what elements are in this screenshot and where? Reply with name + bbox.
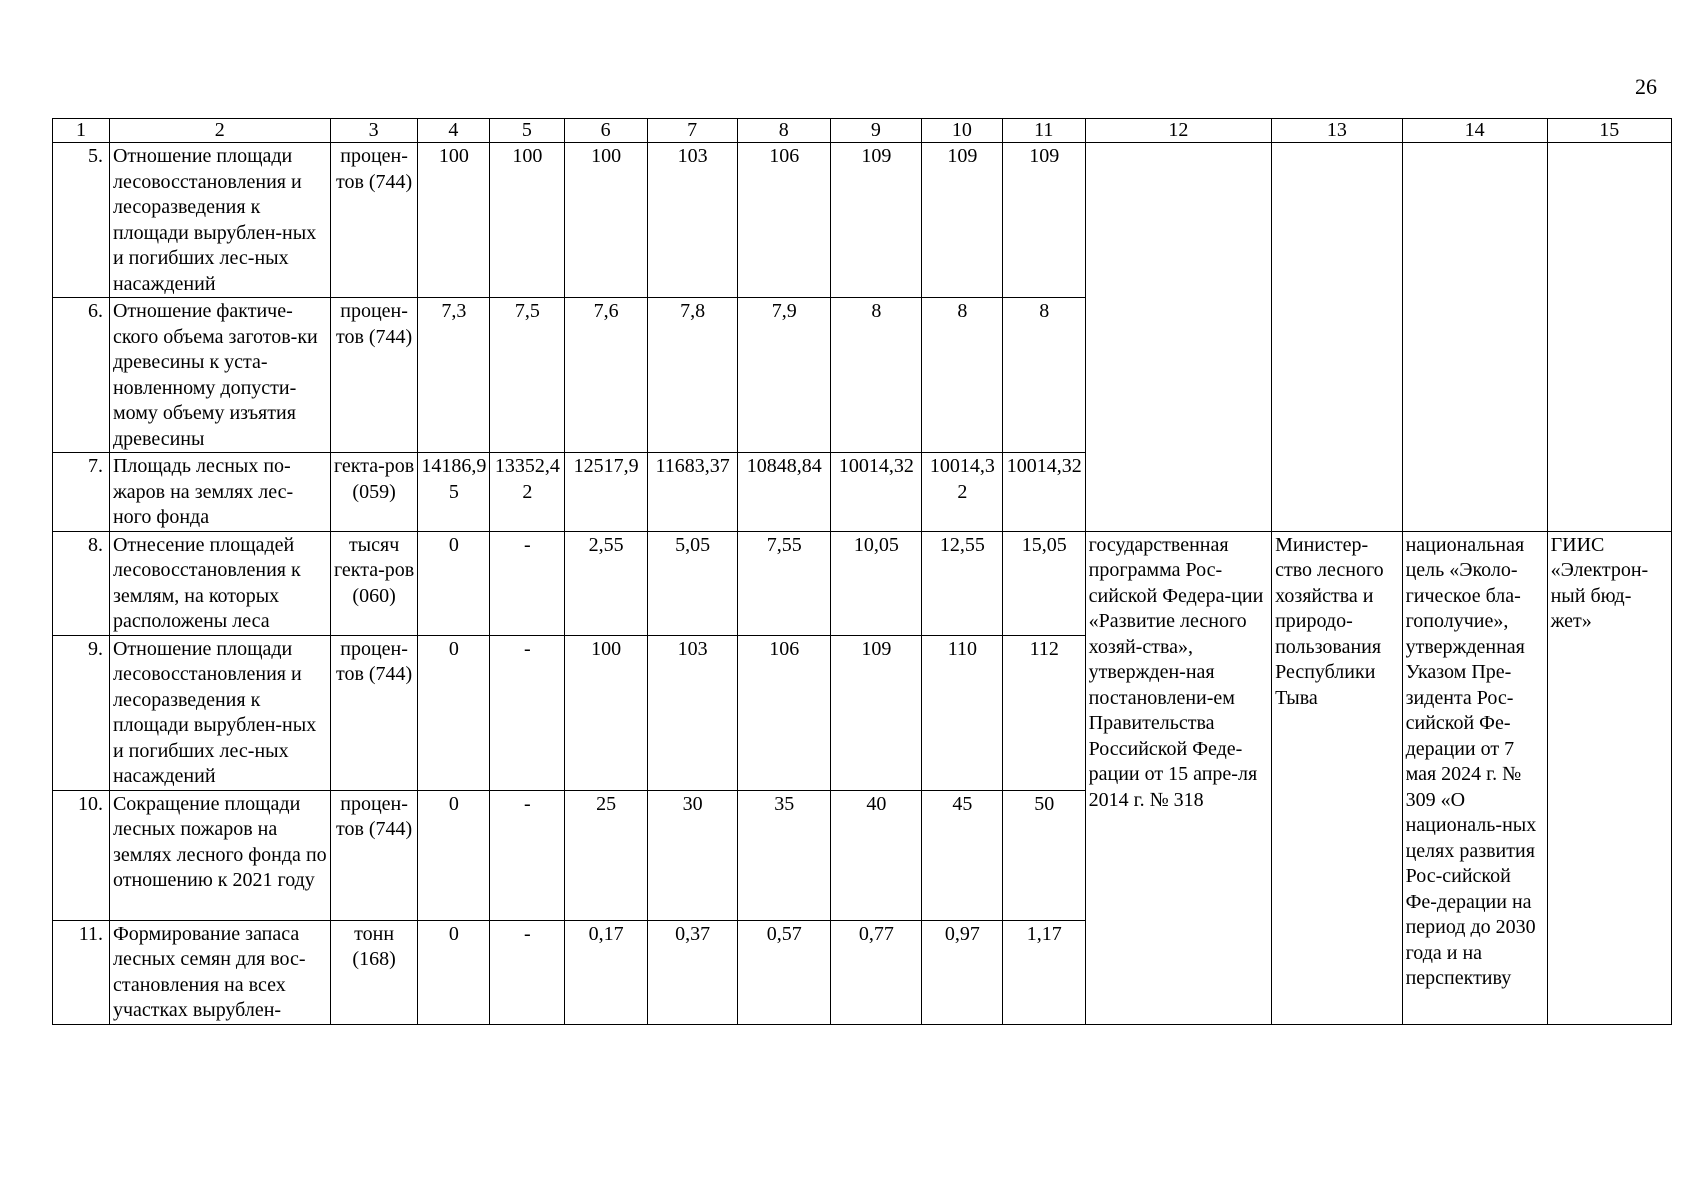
col-header: 8 xyxy=(737,119,830,143)
unit: процен-тов (744) xyxy=(330,635,417,790)
national-goal-cell: национальная цель «Эколо-гическое бла-гополучие», утвержденная Указом Пре-зидента Рос-сийской Фе-дерации от 7 мая 2024 г. № 309 «О националь-ных целях развития Рос-сийской Фе-дерации на период до 2030 года и на перспективу xyxy=(1402,531,1547,1024)
value-cell: 7,6 xyxy=(564,298,647,453)
col-header: 15 xyxy=(1547,119,1671,143)
value-cell: 0,97 xyxy=(922,920,1003,1024)
value-cell: - xyxy=(490,920,565,1024)
value-cell: 25 xyxy=(564,790,647,920)
value-cell: 106 xyxy=(737,143,830,298)
value-cell: 10848,84 xyxy=(737,453,830,532)
col-header: 6 xyxy=(564,119,647,143)
value-cell: 112 xyxy=(1002,635,1085,790)
indicator-name: Формирование запаса лесных семян для вос-становления на всех участках вырублен- xyxy=(109,920,330,1024)
value-cell: 109 xyxy=(1002,143,1085,298)
value-cell: 103 xyxy=(647,635,737,790)
value-cell: 0,17 xyxy=(564,920,647,1024)
value-cell: 13352,42 xyxy=(490,453,565,532)
value-cell: 0 xyxy=(417,635,490,790)
col-header: 12 xyxy=(1085,119,1271,143)
value-cell: 0,77 xyxy=(830,920,921,1024)
value-cell: 45 xyxy=(922,790,1003,920)
col-header: 13 xyxy=(1272,119,1403,143)
value-cell: 0 xyxy=(417,531,490,635)
value-cell: 109 xyxy=(922,143,1003,298)
indicator-name: Отношение площади лесовосстановления и лесоразведения к площади вырублен-ных и погибших лес-ных насаждений xyxy=(109,635,330,790)
indicators-table xyxy=(52,118,1672,1025)
value-cell: 109 xyxy=(830,143,921,298)
header-row xyxy=(53,119,1672,143)
row-number: 10. xyxy=(53,790,110,920)
empty-cell xyxy=(1085,143,1271,532)
value-cell: 40 xyxy=(830,790,921,920)
row-number: 6. xyxy=(53,298,110,453)
value-cell: 110 xyxy=(922,635,1003,790)
value-cell: 100 xyxy=(417,143,490,298)
table-row xyxy=(53,531,1672,635)
value-cell: 100 xyxy=(564,143,647,298)
col-header: 3 xyxy=(330,119,417,143)
value-cell: 0 xyxy=(417,920,490,1024)
value-cell: 7,55 xyxy=(737,531,830,635)
ministry-cell: Министер-ство лесного хозяйства и природо-пользования Республики Тыва xyxy=(1272,531,1403,1024)
unit: тысяч гекта-ров (060) xyxy=(330,531,417,635)
value-cell: 109 xyxy=(830,635,921,790)
col-header: 9 xyxy=(830,119,921,143)
value-cell: 12517,9 xyxy=(564,453,647,532)
row-number: 11. xyxy=(53,920,110,1024)
value-cell: 10014,32 xyxy=(1002,453,1085,532)
value-cell: 0 xyxy=(417,790,490,920)
empty-cell xyxy=(1402,143,1547,532)
unit: процен-тов (744) xyxy=(330,298,417,453)
value-cell: 103 xyxy=(647,143,737,298)
value-cell: 7,5 xyxy=(490,298,565,453)
value-cell: - xyxy=(490,790,565,920)
value-cell: - xyxy=(490,635,565,790)
indicator-name: Отношение площади лесовосстановления и лесоразведения к площади вырублен-ных и погибших лес-ных насаждений xyxy=(109,143,330,298)
col-header: 2 xyxy=(109,119,330,143)
value-cell: 10014,32 xyxy=(830,453,921,532)
system-cell: ГИИС «Электрон-ный бюд-жет» xyxy=(1547,531,1671,1024)
program-cell: государственная программа Рос-сийской Федера-ции «Развитие лесного хозяй-ства», утвержден-ная постановлени-ем Правительства Российской Феде-рации от 15 апре-ля 2014 г. № 318 xyxy=(1085,531,1271,1024)
value-cell: 11683,37 xyxy=(647,453,737,532)
value-cell: 8 xyxy=(830,298,921,453)
page-number: 26 xyxy=(1635,74,1657,99)
row-number: 8. xyxy=(53,531,110,635)
unit: процен-тов (744) xyxy=(330,790,417,920)
value-cell: 50 xyxy=(1002,790,1085,920)
value-cell: 100 xyxy=(564,635,647,790)
value-cell: 7,9 xyxy=(737,298,830,453)
indicator-name: Отношение фактиче-ского объема заготов-ки древесины к уста-новленному допусти-мому объему изъятия древесины xyxy=(109,298,330,453)
value-cell: 100 xyxy=(490,143,565,298)
indicator-name: Отнесение площадей лесовосстановления к землям, на которых расположены леса xyxy=(109,531,330,635)
value-cell: 2,55 xyxy=(564,531,647,635)
value-cell: 5,05 xyxy=(647,531,737,635)
unit: гекта-ров (059) xyxy=(330,453,417,532)
col-header: 11 xyxy=(1002,119,1085,143)
col-header: 4 xyxy=(417,119,490,143)
value-cell: 7,3 xyxy=(417,298,490,453)
value-cell: 8 xyxy=(1002,298,1085,453)
indicator-name: Сокращение площади лесных пожаров на землях лесного фонда по отношению к 2021 году xyxy=(109,790,330,920)
col-header: 7 xyxy=(647,119,737,143)
table-row xyxy=(53,143,1672,298)
empty-cell xyxy=(1272,143,1403,532)
value-cell: 14186,95 xyxy=(417,453,490,532)
value-cell: 12,55 xyxy=(922,531,1003,635)
value-cell: 30 xyxy=(647,790,737,920)
value-cell: - xyxy=(490,531,565,635)
value-cell: 8 xyxy=(922,298,1003,453)
col-header: 10 xyxy=(922,119,1003,143)
value-cell: 7,8 xyxy=(647,298,737,453)
value-cell: 10,05 xyxy=(830,531,921,635)
value-cell: 0,57 xyxy=(737,920,830,1024)
unit: процен-тов (744) xyxy=(330,143,417,298)
empty-cell xyxy=(1547,143,1671,532)
row-number: 5. xyxy=(53,143,110,298)
value-cell: 106 xyxy=(737,635,830,790)
value-cell: 0,37 xyxy=(647,920,737,1024)
col-header: 14 xyxy=(1402,119,1547,143)
value-cell: 1,17 xyxy=(1002,920,1085,1024)
col-header: 5 xyxy=(490,119,565,143)
value-cell: 35 xyxy=(737,790,830,920)
unit: тонн (168) xyxy=(330,920,417,1024)
indicator-name: Площадь лесных по-жаров на землях лес-ного фонда xyxy=(109,453,330,532)
row-number: 9. xyxy=(53,635,110,790)
value-cell: 15,05 xyxy=(1002,531,1085,635)
col-header: 1 xyxy=(53,119,110,143)
value-cell: 10014,32 xyxy=(922,453,1003,532)
row-number: 7. xyxy=(53,453,110,532)
